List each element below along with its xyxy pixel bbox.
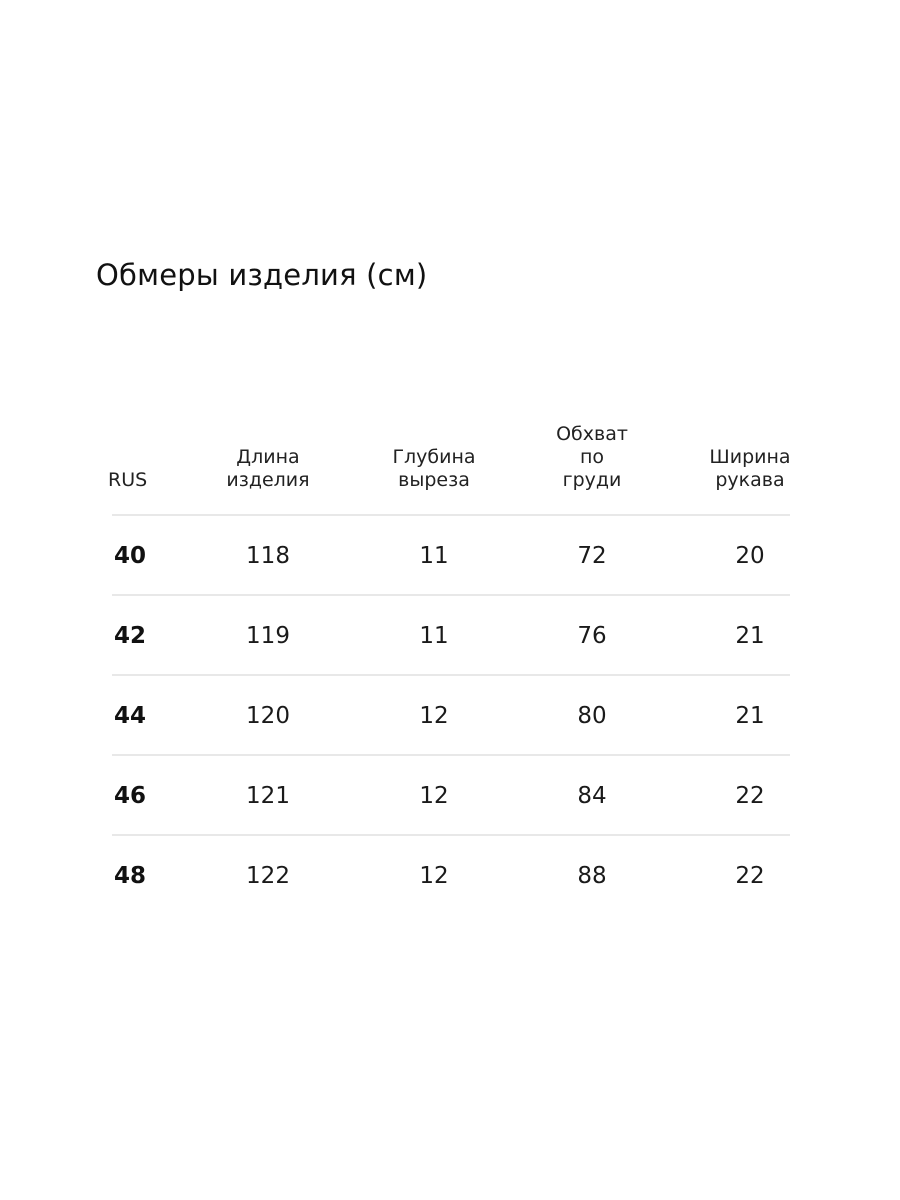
size-cell: 44: [114, 703, 147, 729]
sleeve-width-cell: 22: [735, 863, 765, 889]
length-cell: 121: [246, 783, 290, 809]
neck-depth-cell: 12: [419, 863, 449, 889]
table-row: [112, 596, 790, 676]
chest-cell: 80: [577, 703, 607, 729]
sleeve-width-cell: 21: [735, 623, 765, 649]
table-row: [112, 756, 790, 836]
table-header: [108, 400, 791, 516]
table-row: [112, 676, 790, 756]
neck-depth-cell: 12: [419, 703, 449, 729]
sleeve-width-cell: 22: [735, 783, 765, 809]
header-neck-depth: Глубина выреза: [392, 446, 476, 491]
chest-cell: 84: [577, 783, 607, 809]
header-rus: RUS: [108, 469, 148, 491]
chest-cell: 88: [577, 863, 607, 889]
size-cell: 46: [114, 783, 147, 809]
length-cell: 120: [246, 703, 290, 729]
table-row: [112, 836, 790, 914]
header-chest: Обхват по груди: [556, 423, 628, 491]
size-cell: 40: [114, 543, 147, 569]
size-cell: 48: [114, 863, 147, 889]
chest-cell: 76: [577, 623, 607, 649]
sleeve-width-cell: 21: [735, 703, 765, 729]
sleeve-width-cell: 20: [735, 543, 765, 569]
length-cell: 122: [246, 863, 290, 889]
neck-depth-cell: 11: [419, 623, 449, 649]
header-sleeve-width: Ширина рукава: [709, 446, 791, 491]
page-title: Обмеры изделия (см): [96, 258, 428, 292]
size-table: [108, 400, 791, 914]
neck-depth-cell: 12: [419, 783, 449, 809]
table-row: [112, 516, 790, 596]
header-length: Длина изделия: [226, 446, 310, 491]
length-cell: 119: [246, 623, 290, 649]
length-cell: 118: [246, 543, 290, 569]
neck-depth-cell: 11: [419, 543, 449, 569]
chest-cell: 72: [577, 543, 607, 569]
size-cell: 42: [114, 623, 147, 649]
